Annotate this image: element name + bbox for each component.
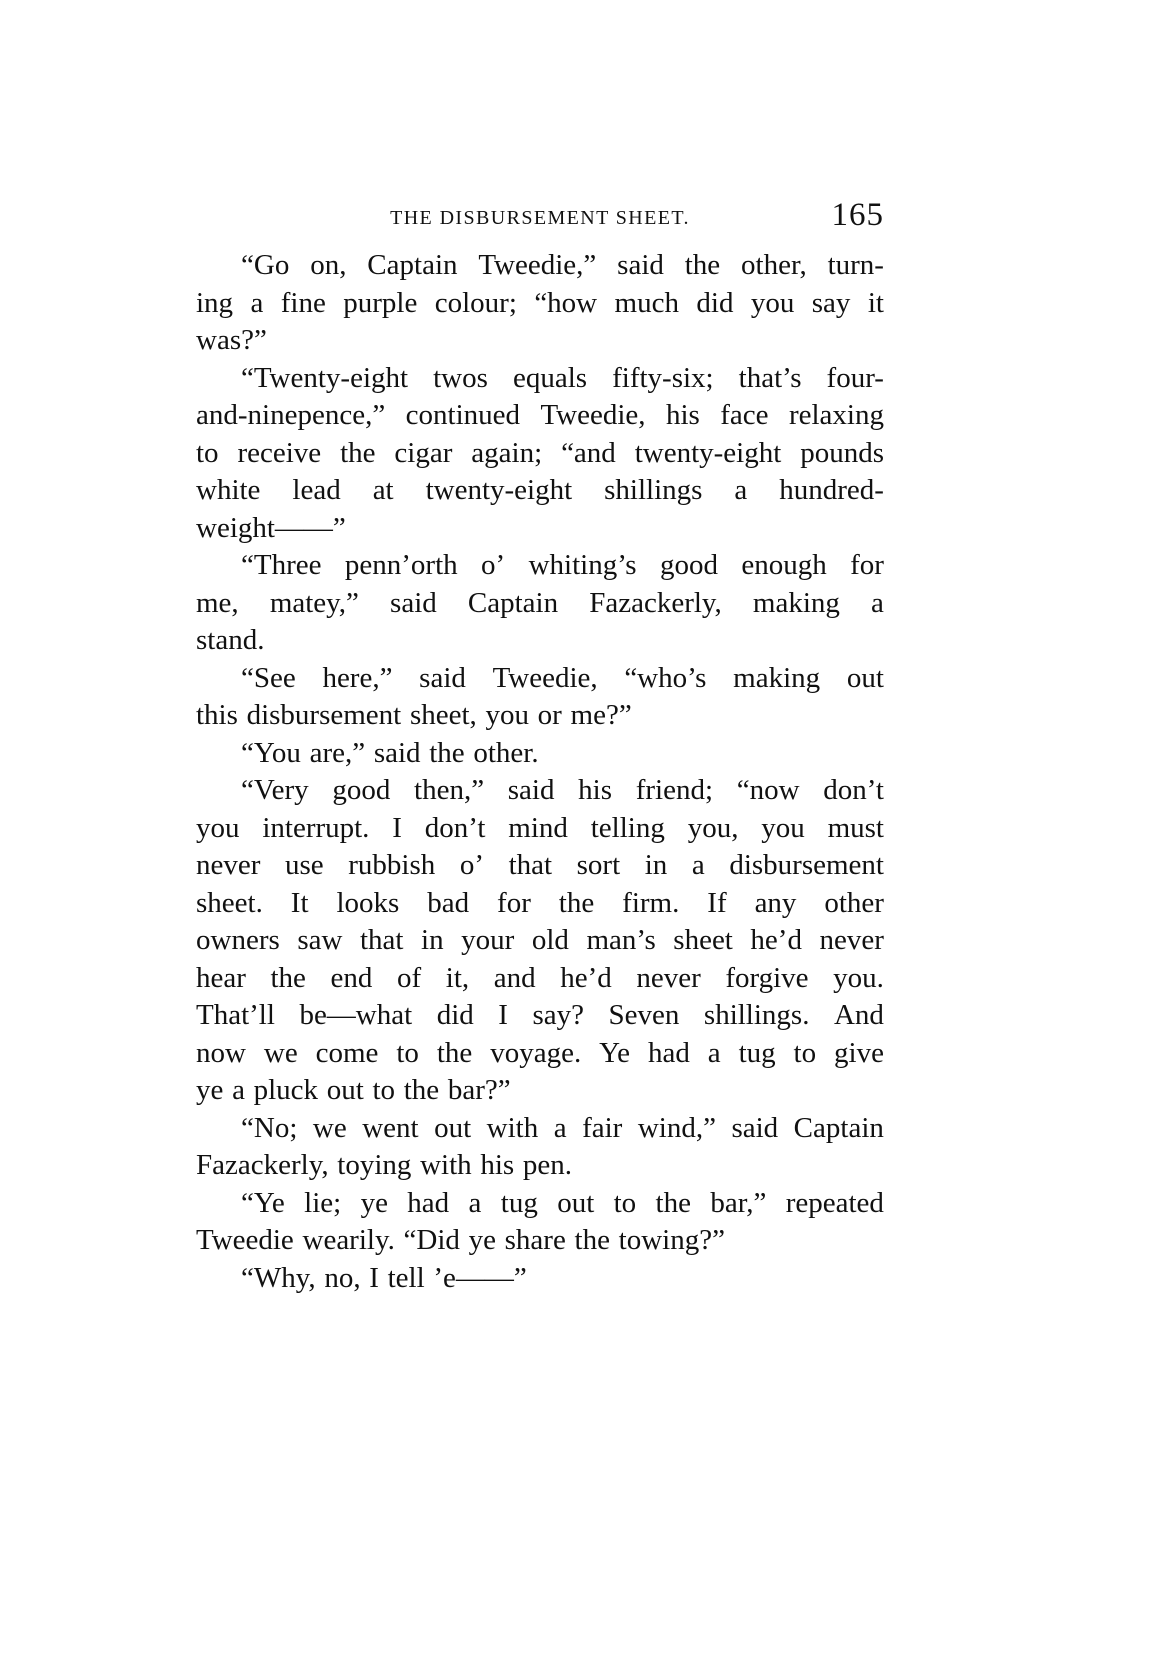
word: twenty-eight (425, 474, 573, 506)
word: pluck (253, 1074, 319, 1106)
word: purple (343, 286, 418, 319)
word: Tweedie, (540, 399, 646, 431)
word: here,” (322, 661, 393, 694)
word: ing (196, 286, 234, 319)
word: Fazackerly, (196, 1149, 329, 1181)
word: the (270, 961, 306, 994)
word: bad (427, 886, 470, 919)
word: must (827, 811, 884, 844)
word: of (397, 961, 422, 994)
word: said (419, 661, 466, 694)
word: rubbish (348, 849, 436, 881)
word: pen. (522, 1149, 572, 1181)
text-line (196, 285, 884, 323)
word: sheet. (196, 886, 263, 919)
text-line (196, 397, 884, 435)
text-line (196, 660, 884, 698)
word: saw (297, 924, 343, 956)
word: telling (590, 811, 665, 844)
word: owners (196, 924, 280, 956)
word: ye (468, 1224, 496, 1256)
word: his (665, 399, 700, 431)
word: “Very (241, 774, 309, 806)
word: his (480, 1149, 515, 1181)
word: out (326, 1074, 364, 1106)
word: in (644, 849, 668, 881)
word: for (497, 886, 531, 919)
word: weight——” (196, 511, 346, 544)
word: sheet, (409, 699, 477, 731)
word: wind,” (637, 1111, 716, 1144)
running-title: THE DISBURSEMENT SHEET. (390, 207, 690, 229)
word: Tweedie,” (478, 249, 597, 281)
text-line (196, 1222, 884, 1260)
word: I (498, 999, 508, 1031)
word: voyage. (490, 1036, 582, 1069)
word: a (468, 1186, 482, 1219)
word: Fazackerly, (589, 586, 722, 619)
word: don’t (823, 774, 884, 806)
word: you (761, 811, 805, 844)
word: looks (336, 886, 400, 919)
word: “and (561, 436, 616, 469)
text-line (196, 735, 884, 773)
word: forgive (725, 961, 809, 994)
word: say (811, 286, 851, 319)
word: face (720, 399, 769, 431)
word: a (232, 1074, 245, 1106)
word: the (340, 436, 376, 469)
word: “You (241, 736, 301, 769)
word: disbursement (729, 849, 884, 881)
word: twenty-eight (634, 436, 782, 469)
word: other. (473, 736, 539, 769)
word: said (507, 774, 555, 806)
word: it, (445, 961, 470, 994)
word: Tweedie, (492, 661, 598, 694)
word: ye (360, 1186, 388, 1219)
word: “Why, (241, 1261, 316, 1294)
word: the (436, 1036, 473, 1069)
word: towing?” (618, 1224, 725, 1256)
text-line (196, 1035, 884, 1073)
word: white (196, 474, 261, 506)
word: “Three (241, 549, 322, 581)
word: we (263, 1036, 298, 1069)
word: that’s (738, 361, 802, 394)
word: again; (471, 436, 543, 469)
word: never (819, 924, 884, 956)
word: other, (741, 249, 807, 281)
word: “No; (241, 1111, 298, 1144)
word: twos (433, 361, 488, 394)
word: come (315, 1036, 379, 1069)
word: mind (508, 811, 568, 844)
word: was?” (196, 324, 267, 356)
word: to (396, 1036, 419, 1069)
word: That’ll (196, 999, 275, 1031)
word: or (537, 699, 562, 731)
word: his (578, 774, 613, 806)
word: said (390, 586, 437, 619)
word: colour; (434, 286, 517, 319)
word: sheet (673, 924, 733, 956)
word: for (850, 549, 884, 581)
word: the (558, 886, 595, 919)
word: said (617, 249, 664, 281)
word: at (372, 474, 394, 506)
word: relaxing (788, 399, 884, 431)
text-line (196, 885, 884, 923)
word: interrupt. (262, 811, 370, 844)
word: any (754, 886, 797, 919)
word: now (196, 1036, 246, 1069)
word: a (734, 474, 748, 506)
text-line (196, 1185, 884, 1223)
word: he’d (560, 961, 612, 994)
word: hundred- (779, 474, 884, 506)
word: on, (310, 249, 347, 281)
word: shillings. (703, 999, 810, 1031)
body-text (196, 247, 884, 1297)
word: making (733, 661, 821, 694)
word: toying (337, 1149, 412, 1181)
word: turn- (827, 249, 884, 281)
word: receive (237, 436, 322, 469)
word: friend; (635, 774, 714, 806)
word: Tweedie (196, 1224, 294, 1256)
word: pounds (800, 436, 884, 469)
word: out (557, 1186, 595, 1219)
word: “Go (241, 249, 290, 281)
word: repeated (785, 1186, 884, 1219)
text-line (196, 1260, 884, 1298)
word: other (824, 886, 884, 919)
word: Seven (608, 999, 680, 1031)
word: with (420, 1149, 472, 1181)
word: “Twenty-eight (241, 361, 409, 394)
word: fifty-six; (612, 361, 714, 394)
word: share (504, 1224, 566, 1256)
word: “Did (403, 1224, 460, 1256)
word: “how (534, 286, 598, 319)
text-line (196, 1147, 884, 1185)
word: bar?” (447, 1074, 511, 1106)
word: to (196, 436, 219, 469)
word: me?” (570, 699, 632, 731)
word: man’s (586, 924, 656, 956)
word: in (421, 924, 444, 956)
word: and-ninepence,” (196, 399, 386, 431)
text-line (196, 810, 884, 848)
text-line (196, 997, 884, 1035)
word: your (461, 924, 515, 956)
word: you (750, 286, 795, 319)
word: that (359, 924, 404, 956)
word: “Ye (241, 1186, 285, 1219)
word: shillings (604, 474, 703, 506)
word: you (485, 699, 529, 731)
word: out (434, 1111, 472, 1144)
word: did (696, 286, 734, 319)
word: be—what (299, 999, 413, 1031)
text-line (196, 510, 884, 548)
word: four- (826, 361, 884, 394)
text-line (196, 622, 884, 660)
word: the (655, 1186, 691, 1219)
word: good (332, 774, 391, 806)
word: cigar (394, 436, 453, 469)
word: old (531, 924, 569, 956)
word: a (707, 1036, 721, 1069)
word: a (553, 1111, 567, 1144)
word: you, (687, 811, 739, 844)
word: said (373, 736, 421, 769)
word: use (284, 849, 324, 881)
word: the (429, 736, 465, 769)
word: sort (576, 849, 621, 881)
word: had (407, 1186, 450, 1219)
word: much (614, 286, 679, 319)
word: lead (292, 474, 341, 506)
word: out (846, 661, 884, 694)
text-line (196, 960, 884, 998)
word: did (436, 999, 474, 1031)
word: disbursement (246, 699, 402, 731)
text-line (196, 435, 884, 473)
word: you. (833, 961, 884, 994)
word: Captain (467, 586, 559, 619)
page-number: 165 (831, 197, 884, 233)
text-line (196, 1110, 884, 1148)
word: ’e——” (433, 1261, 527, 1294)
word: and (493, 961, 536, 994)
word: hear (196, 961, 246, 994)
word: “who’s (624, 661, 707, 694)
word: give (834, 1036, 884, 1069)
word: o’ (481, 549, 506, 581)
word: I (392, 811, 402, 844)
word: I (369, 1261, 379, 1294)
text-line (196, 847, 884, 885)
word: Captain (367, 249, 458, 281)
word: enough (741, 549, 827, 581)
text-line (196, 922, 884, 960)
word: then,” (414, 774, 485, 806)
word: to (372, 1074, 396, 1106)
word: tell (387, 1261, 425, 1294)
word: to (793, 1036, 817, 1069)
word: matey,” (269, 586, 359, 619)
text-line (196, 772, 884, 810)
word: tug (500, 1186, 538, 1219)
word: If (707, 886, 727, 919)
word: we (312, 1111, 347, 1144)
word: lie; (304, 1186, 342, 1219)
word: It (290, 886, 309, 919)
word: good (659, 549, 718, 581)
word: went (362, 1111, 419, 1144)
word: you (196, 811, 240, 844)
text-line (196, 322, 884, 360)
word: the (574, 1224, 610, 1256)
word: it (867, 286, 884, 319)
word: o’ (459, 849, 484, 881)
word: no, (324, 1261, 361, 1294)
word: tug (738, 1036, 776, 1069)
word: “now (736, 774, 800, 806)
word: never (196, 849, 261, 881)
word: never (636, 961, 701, 994)
word: the (684, 249, 721, 281)
word: making (752, 586, 840, 619)
text-line (196, 697, 884, 735)
running-head (196, 197, 884, 245)
word: end (330, 961, 373, 994)
text-line (196, 247, 884, 285)
word: say? (532, 999, 584, 1031)
word: that (508, 849, 553, 881)
text-line (196, 547, 884, 585)
text-line (196, 360, 884, 398)
word: said (731, 1111, 779, 1144)
word: to (613, 1186, 637, 1219)
word: he’d (750, 924, 802, 956)
word: had (647, 1036, 690, 1069)
word: Captain (793, 1111, 884, 1144)
word: wearily. (302, 1224, 395, 1256)
word: Ye (599, 1036, 631, 1069)
text-line (196, 585, 884, 623)
word: a (250, 286, 264, 319)
word: whiting’s (528, 549, 637, 581)
word: penn’orth (344, 549, 458, 581)
word: And (833, 999, 884, 1031)
word: continued (405, 399, 520, 431)
word: fine (280, 286, 326, 319)
word: stand. (196, 624, 265, 656)
word: me, (196, 586, 239, 619)
word: ye (196, 1074, 224, 1106)
text-line (196, 1072, 884, 1110)
word: firm. (622, 886, 680, 919)
word: the (403, 1074, 440, 1106)
word: this (196, 699, 238, 731)
word: don’t (424, 811, 486, 844)
word: fair (582, 1111, 623, 1144)
word: with (486, 1111, 539, 1144)
text-line (196, 472, 884, 510)
word: equals (512, 361, 588, 394)
word: bar,” (710, 1186, 767, 1219)
word: “See (241, 661, 296, 694)
word: a (871, 586, 884, 619)
word: are,” (309, 736, 366, 769)
word: a (691, 849, 705, 881)
